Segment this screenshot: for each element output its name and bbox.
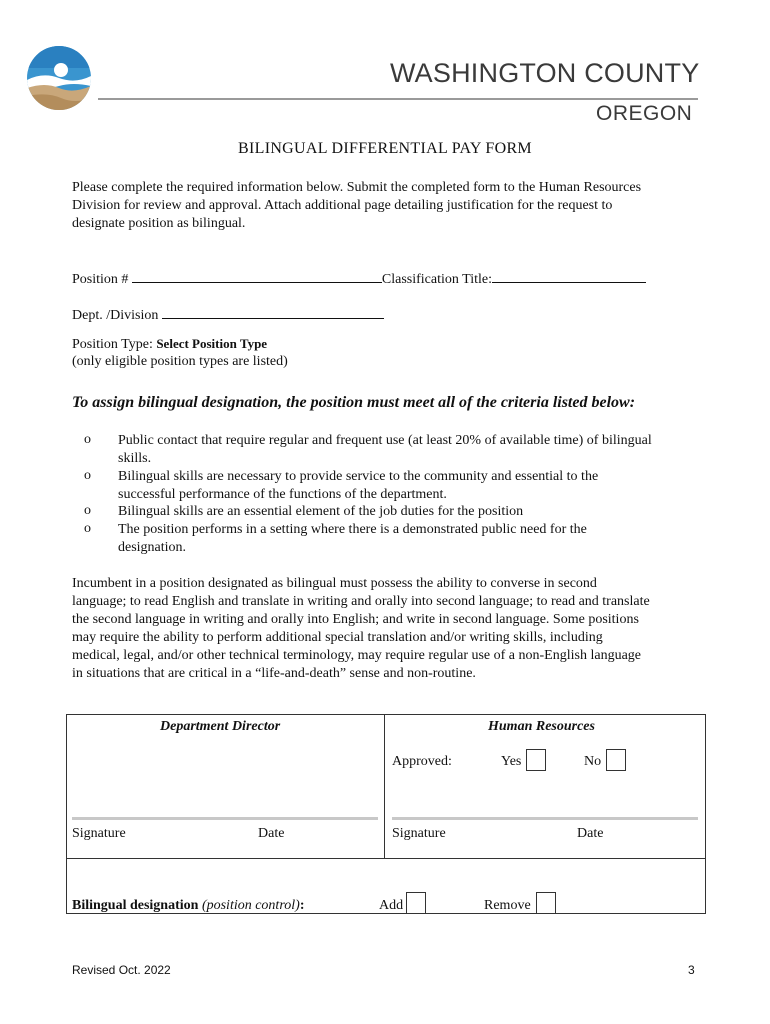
criteria-bullet-2: o [84, 468, 91, 483]
page-number: 3 [688, 963, 695, 977]
designation-note: (position control) [201, 898, 300, 913]
director-date-label: Date [258, 826, 285, 841]
incumbent-line: language; to read English and translate in writing and orally into second language; to read and translate [72, 594, 650, 609]
position-field-row [72, 268, 646, 288]
incumbent-line: Incumbent in a position designated as bilingual must possess the ability to converse in second [72, 576, 597, 591]
dept-label: Dept. /Division [72, 308, 159, 323]
position-type-note: (only eligible position types are listed) [72, 354, 288, 369]
criteria-item-1-line-1: Public contact that require regular and frequent use (at least 20% of available time) of bilingual [118, 433, 652, 448]
washington-county-logo-icon [27, 46, 91, 110]
criteria-item-2 [118, 468, 718, 504]
add-label: Add [379, 898, 404, 913]
hr-signature-label: Signature [392, 826, 446, 841]
dept-division-input[interactable] [162, 304, 384, 319]
incumbent-line: in situations that are critical in a “life-and-death” sense and non-routine. [72, 666, 476, 681]
yes-label: Yes [501, 754, 522, 769]
classification-title-input[interactable] [492, 268, 646, 283]
criteria-bullet-4: o [84, 521, 91, 536]
criteria-item-3 [118, 503, 718, 521]
state-name: OREGON [596, 102, 693, 125]
position-type-label: Position Type: [72, 337, 157, 352]
approval-column-divider [384, 714, 385, 859]
no-label: No [584, 754, 602, 769]
criteria-item-4-line-1: The position performs in a setting where there is a demonstrated public need for the [118, 522, 587, 537]
dept-field-row [72, 304, 384, 324]
designation-colon: : [299, 898, 305, 913]
criteria-item-4-line-2: designation. [118, 540, 187, 555]
classification-label: Classification Title: [381, 272, 492, 287]
position-type-select[interactable]: Select Position Type [156, 336, 268, 351]
county-name: WASHINGTON COUNTY [390, 58, 700, 88]
position-number-input[interactable] [132, 268, 382, 283]
director-signature-line[interactable] [72, 817, 378, 820]
remove-checkbox[interactable] [536, 892, 556, 914]
criteria-item-3-line-1: Bilingual skills are an essential element of the job duties for the position [118, 504, 524, 519]
hr-date-label: Date [577, 826, 604, 841]
form-title: BILINGUAL DIFFERENTIAL PAY FORM [238, 140, 532, 157]
incumbent-paragraph [72, 575, 722, 683]
incumbent-line: may require the ability to perform additional special translation and/or writing skills, including [72, 630, 603, 645]
position-label: Position # [72, 272, 129, 287]
approved-label: Approved: [392, 754, 452, 769]
approved-no-checkbox[interactable] [606, 749, 626, 771]
hr-heading: Human Resources [488, 719, 595, 734]
approval-row-divider [66, 858, 706, 859]
incumbent-line: the second language in writing and orally into English; and write in second language. Some positions [72, 612, 639, 627]
criteria-item-4 [118, 521, 718, 557]
hr-signature-line[interactable] [392, 817, 698, 820]
intro-line-3: designate position as bilingual. [72, 216, 246, 231]
add-checkbox[interactable] [406, 892, 426, 914]
criteria-item-2-line-1: Bilingual skills are necessary to provide service to the community and essential to the [118, 469, 599, 484]
criteria-bullet-1: o [84, 432, 91, 447]
header-rule [98, 98, 698, 100]
criteria-heading: To assign bilingual designation, the position must meet all of the criteria listed below: [72, 394, 636, 411]
remove-label: Remove [484, 898, 531, 913]
criteria-item-2-line-2: successful performance of the functions of the department. [118, 487, 447, 502]
intro-line-2: Division for review and approval. Attach additional page detailing justification for the request to [72, 198, 613, 213]
criteria-bullet-3: o [84, 503, 91, 518]
designation-row [72, 898, 304, 914]
director-signature-label: Signature [72, 826, 126, 841]
revised-date: Revised Oct. 2022 [72, 963, 171, 977]
criteria-item-1 [118, 432, 718, 468]
criteria-item-1-line-2: skills. [118, 451, 152, 466]
intro-line-1: Please complete the required information below. Submit the completed form to the Human Resources [72, 180, 642, 195]
approval-table [66, 714, 706, 914]
position-type-row [72, 336, 267, 353]
designation-label: Bilingual designation [72, 898, 199, 913]
approved-yes-checkbox[interactable] [526, 749, 546, 771]
director-heading: Department Director [160, 719, 281, 734]
incumbent-line: medical, legal, and/or other technical terminology, may require regular use of a non-English language [72, 648, 641, 663]
